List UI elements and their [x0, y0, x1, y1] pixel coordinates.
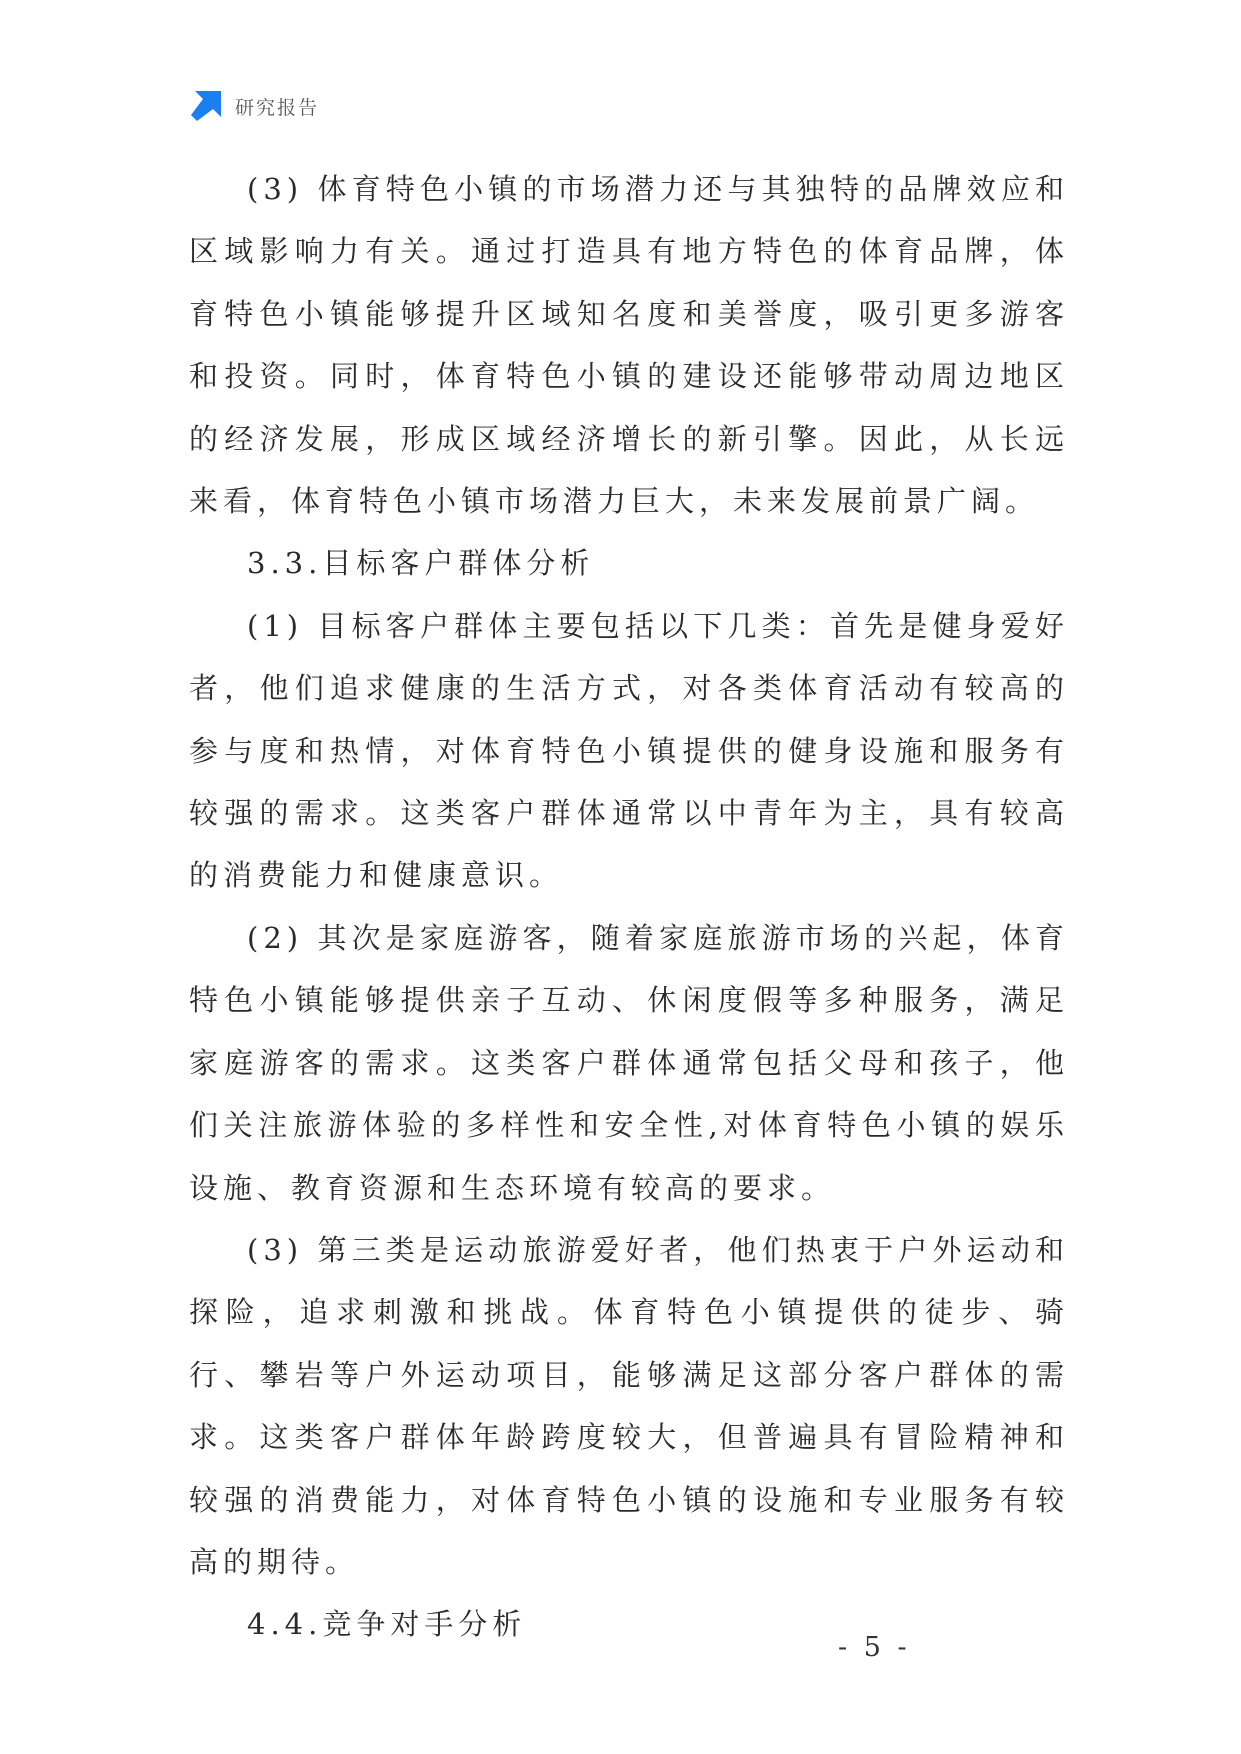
- section-heading-target-customers: 3.3.目标客户群体分析: [247, 546, 595, 581]
- document-body: [189, 158, 1069, 1656]
- page-header: [189, 89, 319, 123]
- paragraph-market-potential: (3) 体育特色小镇的市场潜力还与其独特的品牌效应和区域影响力有关。通过打造具有地方特色的体育品牌，体育特色小镇能够提升区域知名度和美誉度，吸引更多游客和投资。同时，体育特色小镇的建设还能够带动周边地区的经济发展，形成区域经济增长的新引擎。因此，从长远来看，体育特色小镇市场潜力巨大，未来发展前景广阔。: [189, 172, 1069, 519]
- paragraph-sports-tourism: (3) 第三类是运动旅游爱好者，他们热衷于户外运动和探险，追求刺激和挑战。体育特色小镇提供的徒步、骑行、攀岩等户外运动项目，能够满足这部分客户群体的需求。这类客户群体年龄跨度较大，但普遍具有冒险精神和较强的消费能力，对体育特色小镇的设施和专业服务有较高的期待。: [189, 1232, 1069, 1579]
- header-title: 研究报告: [235, 96, 320, 119]
- page-number: - 5 -: [838, 1632, 911, 1663]
- paragraph-family-tourists: (2) 其次是家庭游客，随着家庭旅游市场的兴起，体育特色小镇能够提供亲子互动、休闲度假等多种服务，满足家庭游客的需求。这类客户群体通常包括父母和孩子，他们关注旅游体验的多样性和安全性,对体育特色小镇的娱乐设施、教育资源和生态环境有较高的要求。: [189, 920, 1069, 1205]
- arrow-up-right-icon: [189, 89, 223, 123]
- section-heading-competitors: 4.4.竞争对手分析: [247, 1607, 527, 1642]
- paragraph-fitness-enthusiasts: (1) 目标客户群体主要包括以下几类：首先是健身爱好者，他们追求健康的生活方式，对各类体育活动有较高的参与度和热情，对体育特色小镇提供的健身设施和服务有较强的需求。这类客户群体通常以中青年为主，具有较高的消费能力和健康意识。: [189, 608, 1069, 893]
